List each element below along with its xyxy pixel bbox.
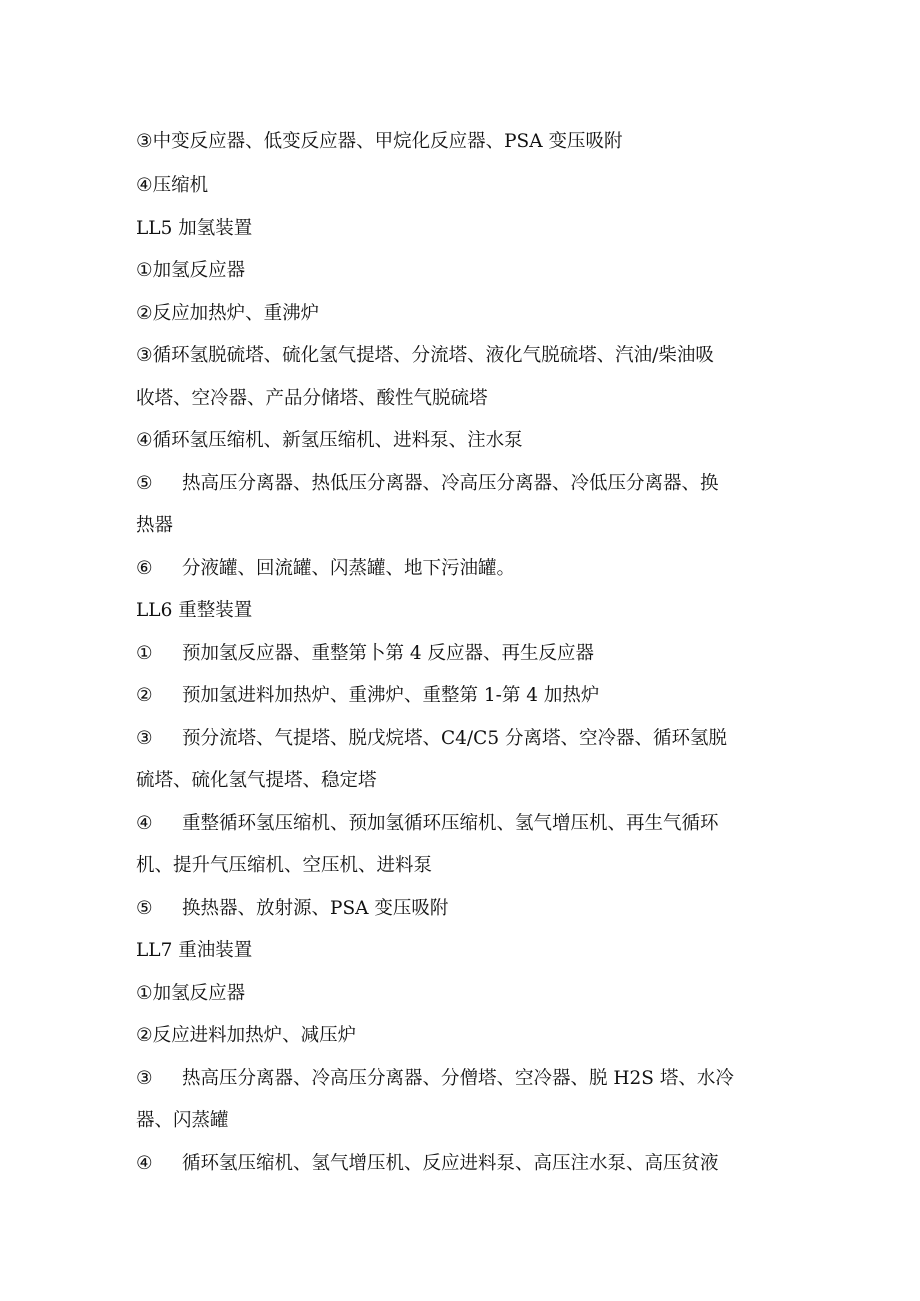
section-heading — [136, 930, 776, 973]
item-number: ① — [136, 982, 153, 1004]
item-text: 热器 — [136, 515, 174, 536]
item-number: ① — [136, 642, 153, 664]
item-number: ③ — [136, 345, 153, 366]
item-number: ④ — [136, 430, 153, 451]
section-heading — [136, 590, 776, 633]
list-item — [136, 718, 776, 761]
section-heading-text: LL5 加氢装置 — [136, 217, 253, 239]
item-text: 收塔、空冷器、产品分储塔、酸性气脱硫塔 — [136, 387, 488, 409]
list-item — [136, 888, 776, 931]
list-item — [136, 250, 776, 293]
list-item — [136, 1015, 776, 1058]
item-text: 器、闪蒸罐 — [136, 1110, 229, 1131]
item-number: ① — [136, 260, 153, 281]
item-text: 预分流塔、气提塔、脱戊烷塔、C4/C5 分离塔、空冷器、循环氢脱 — [182, 727, 727, 749]
item-number: ⑤ — [136, 472, 153, 494]
item-text: 热高压分离器、冷高压分离器、分僧塔、空冷器、脱 H2S 塔、水冷 — [182, 1067, 734, 1089]
list-item — [136, 165, 776, 208]
list-item — [136, 121, 776, 165]
list-item-continuation — [136, 845, 776, 888]
list-item — [136, 463, 776, 506]
list-item — [136, 420, 776, 463]
item-text: 循环氢压缩机、新氢压缩机、进料泵、注水泵 — [152, 430, 523, 451]
item-number: ④ — [136, 175, 153, 196]
item-text: 预加氢进料加热炉、重沸炉、重整第 1-第 4 加热炉 — [182, 685, 600, 706]
list-item — [136, 803, 776, 846]
item-text: 硫塔、硫化氢气提塔、稳定塔 — [136, 770, 377, 791]
item-number: ③ — [136, 1067, 153, 1089]
item-number: ② — [136, 302, 153, 324]
item-text: 循环氢脱硫塔、硫化氢气提塔、分流塔、液化气脱硫塔、汽油/柴油吸 — [152, 345, 714, 366]
list-item-continuation — [136, 378, 776, 421]
item-text: 加氢反应器 — [152, 982, 246, 1004]
list-item — [136, 973, 776, 1016]
item-number: ③ — [136, 727, 153, 749]
list-item — [136, 675, 776, 718]
item-text: 反应进料加热炉、减压炉 — [152, 1025, 357, 1046]
section-heading-text: LL6 重整装置 — [136, 600, 253, 621]
item-number: ② — [136, 685, 153, 706]
section-heading — [136, 208, 776, 251]
list-item-continuation — [136, 760, 776, 803]
list-item — [136, 335, 776, 378]
item-number: ⑤ — [136, 897, 153, 919]
list-item — [136, 1058, 776, 1101]
list-item-continuation — [136, 505, 776, 548]
item-text: 反应加热炉、重沸炉 — [152, 302, 320, 324]
item-number: ⑥ — [136, 557, 153, 579]
item-text: 机、提升气压缩机、空压机、进料泵 — [136, 855, 433, 876]
item-text: 分液罐、回流罐、闪蒸罐、地下污油罐。 — [182, 557, 516, 579]
list-item — [136, 293, 776, 336]
section-heading-text: LL7 重油装置 — [136, 940, 253, 961]
item-text: 中变反应器、低变反应器、甲烷化反应器、PSA 变压吸附 — [152, 131, 623, 152]
document-body — [136, 121, 776, 1185]
item-text: 加氢反应器 — [152, 260, 246, 281]
list-item-continuation — [136, 1100, 776, 1143]
item-text: 压缩机 — [152, 175, 209, 196]
item-number: ④ — [136, 1152, 153, 1174]
item-text: 预加氢反应器、重整第卜第 4 反应器、再生反应器 — [182, 642, 595, 664]
list-item — [136, 1143, 776, 1186]
item-text: 重整循环氢压缩机、预加氢循环压缩机、氢气增压机、再生气循环 — [182, 812, 719, 834]
item-text: 换热器、放射源、PSA 变压吸附 — [182, 897, 449, 919]
item-number: ② — [136, 1025, 153, 1046]
list-item — [136, 548, 776, 591]
item-text: 热高压分离器、热低压分离器、冷高压分离器、冷低压分离器、换 — [182, 472, 719, 494]
list-item — [136, 633, 776, 676]
item-number: ④ — [136, 812, 153, 834]
item-text: 循环氢压缩机、氢气增压机、反应进料泵、高压注水泵、高压贫液 — [182, 1152, 719, 1174]
item-number: ③ — [136, 131, 153, 152]
